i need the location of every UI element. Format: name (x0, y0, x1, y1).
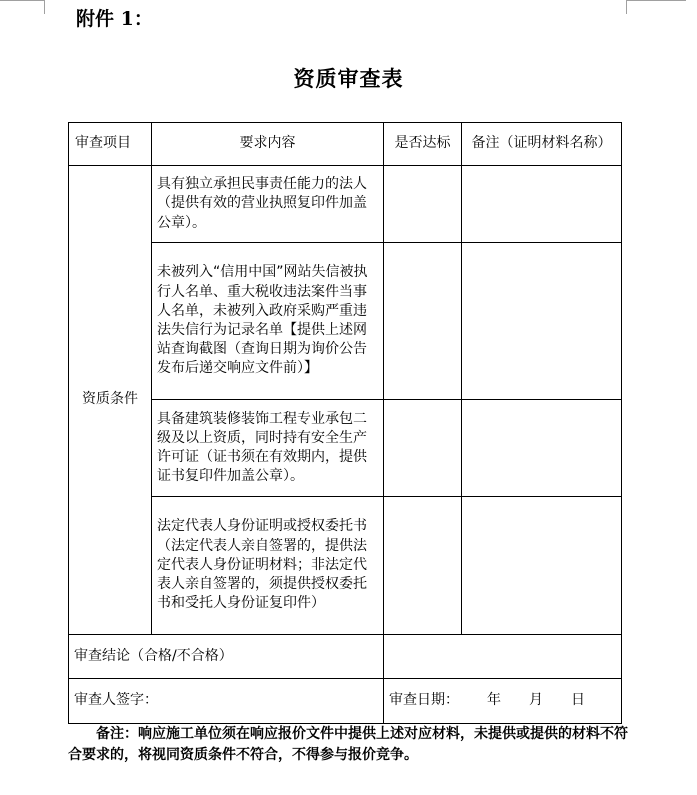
compliant-cell[interactable] (384, 400, 462, 497)
reviewer-signature-label[interactable]: 审查人签字： (69, 679, 384, 724)
table-header-row (69, 123, 622, 166)
conclusion-value-cell[interactable] (384, 635, 622, 679)
header-requirement: 要求内容 (152, 123, 384, 166)
header-review-item: 审查项目 (69, 123, 152, 166)
crop-mark-right (626, 0, 686, 1)
remarks-cell[interactable] (462, 400, 622, 497)
table-row (69, 166, 622, 243)
compliant-cell[interactable] (384, 166, 462, 243)
header-remarks: 备注（证明材料名称） (462, 123, 622, 166)
compliant-cell[interactable] (384, 497, 462, 635)
header-compliant: 是否达标 (384, 123, 462, 166)
attachment-label: 附件 1： (76, 8, 153, 30)
remarks-cell[interactable] (462, 243, 622, 400)
review-date-cell[interactable] (384, 679, 622, 724)
document-title: 资质审查表 (293, 66, 404, 91)
review-date-month: 月 (529, 692, 543, 709)
conclusion-label: 审查结论（合格/不合格） (69, 635, 384, 679)
crop-mark-left (0, 0, 44, 1)
table-row (69, 243, 622, 400)
table-row (69, 400, 622, 497)
compliant-cell[interactable] (384, 243, 462, 400)
table-row (69, 497, 622, 635)
remarks-cell[interactable] (462, 166, 622, 243)
requirement-legal-representative: 法定代表人身份证明或授权委托书（法定代表人亲自签署的，提供法定代表人身份证明材料；非法定代表人亲自签署的，须提供授权委托书和受托人身份证复印件） (152, 497, 384, 635)
category-cell: 资质条件 (69, 166, 152, 635)
crop-mark-right-vertical (626, 0, 627, 14)
footnote: 备注：响应施工单位须在响应报价文件中提供上述对应材料，未提供或提供的材料不符合要求的，将视同资质条件不符合，不得参与报价竞争。 (68, 726, 628, 763)
qualification-review-table (68, 122, 622, 724)
table-row-signature (69, 679, 622, 724)
requirement-business-license: 具有独立承担民事责任能力的法人（提供有效的营业执照复印件加盖公章）。 (152, 166, 384, 243)
table-row-conclusion (69, 635, 622, 679)
remarks-cell[interactable] (462, 497, 622, 635)
crop-mark-left-vertical (44, 0, 45, 14)
review-date-year: 年 (487, 692, 501, 709)
review-date-label: 审查日期： (389, 692, 459, 709)
review-date-day: 日 (571, 692, 585, 709)
requirement-qualification-certificate: 具备建筑装修装饰工程专业承包二级及以上资质，同时持有安全生产许可证（证书须在有效期内，提供证书复印件加盖公章）。 (152, 400, 384, 497)
requirement-credit-check: 未被列入“信用中国”网站失信被执行人名单、重大税收违法案件当事人名单，未被列入政府采购严重违法失信行为记录名单【提供上述网站查询截图（查询日期为询价公告发布后递交响应文件前）】 (152, 243, 384, 400)
